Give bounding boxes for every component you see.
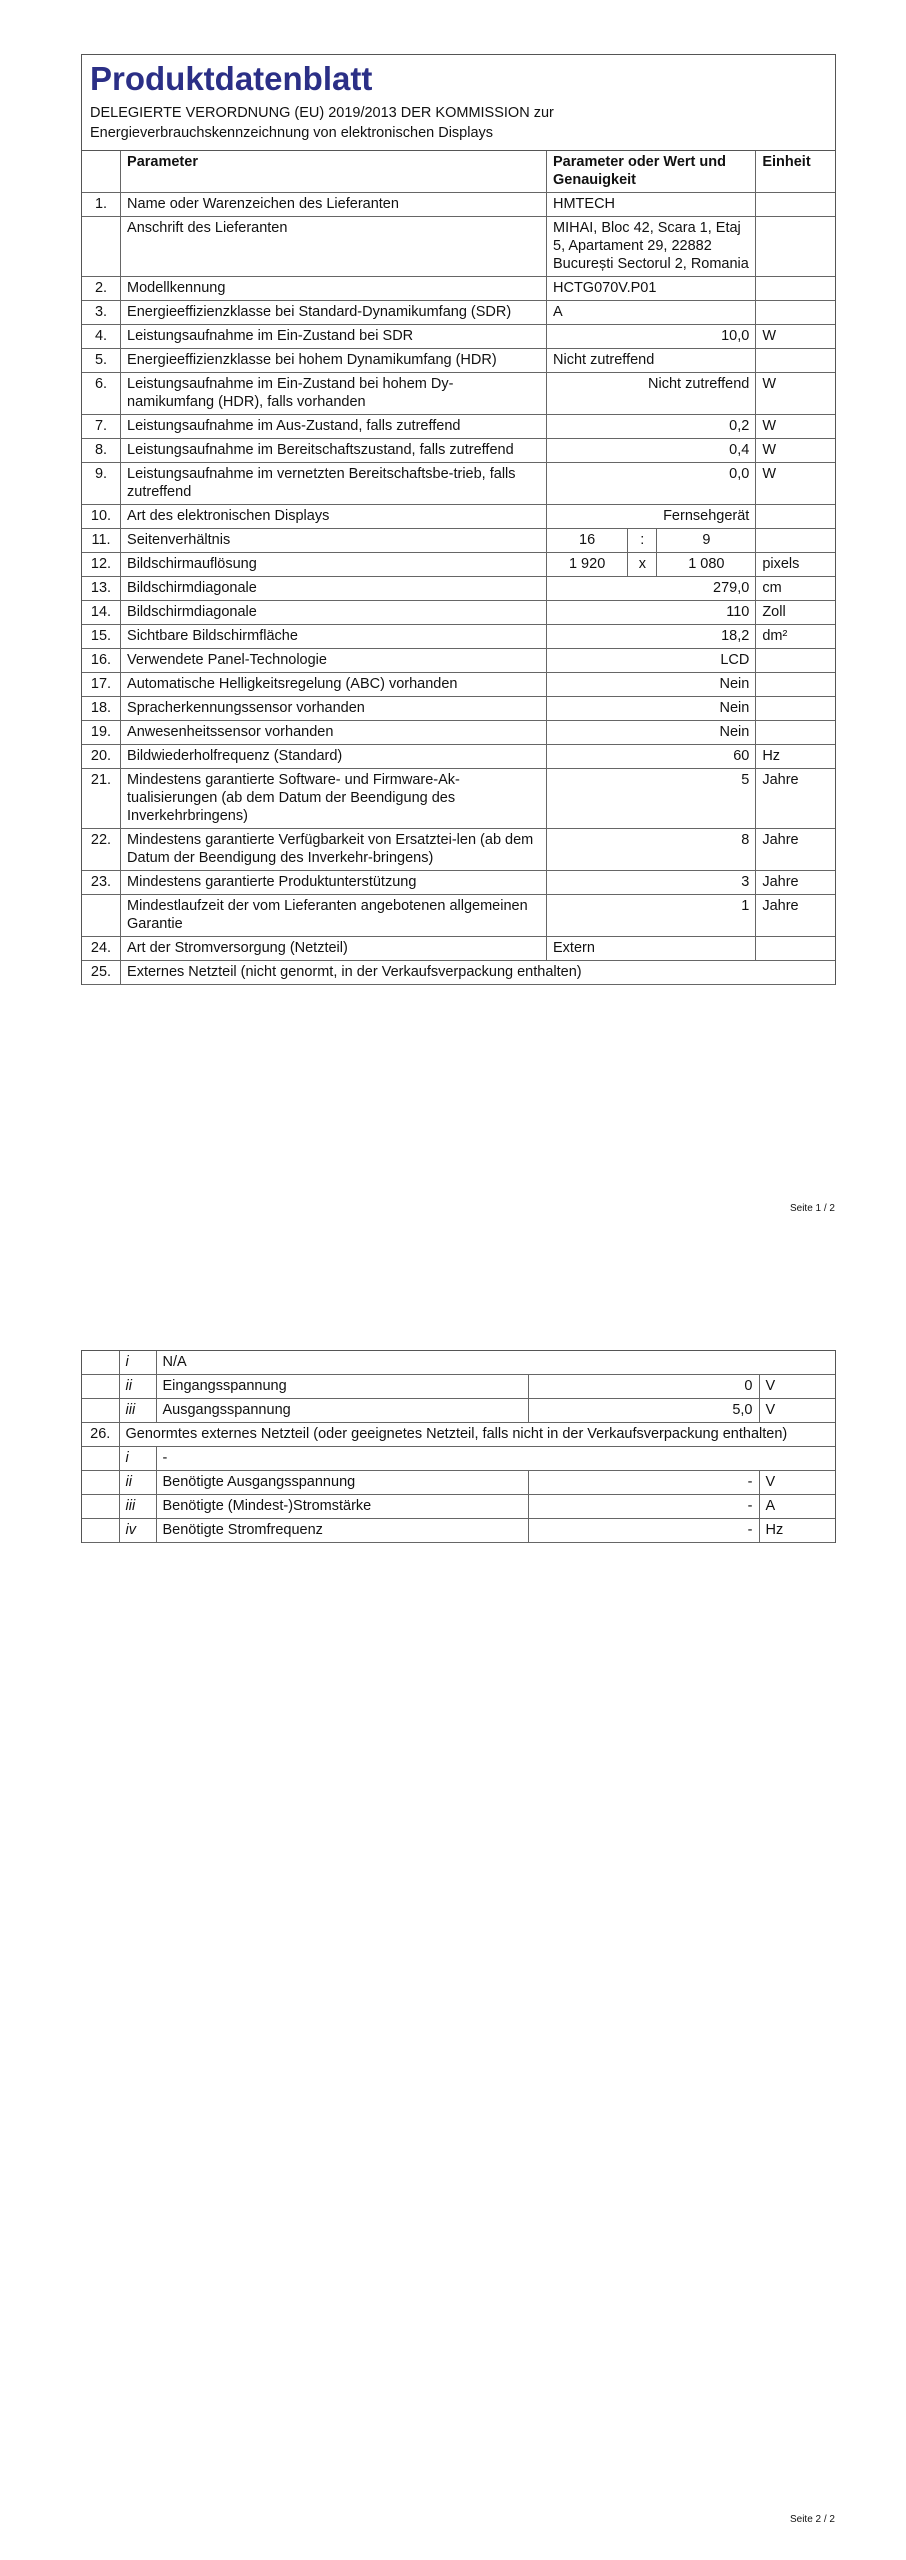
row-number: 17. (82, 673, 121, 697)
table-row-resolution (82, 553, 835, 577)
row-value: 10,0 (547, 325, 756, 349)
page-footer-2: Seite 2 / 2 (789, 2514, 835, 2525)
table-row (82, 721, 835, 745)
row-parameter: Anwesenheitssensor vorhanden (121, 721, 547, 745)
sub-index: iii (119, 1495, 156, 1519)
row-number: 13. (82, 577, 121, 601)
table-row (82, 895, 835, 937)
row-unit (756, 301, 835, 325)
row-parameter: Energieeffizienzklasse bei hohem Dynamikumfang (HDR) (121, 349, 547, 373)
row-number (82, 151, 121, 193)
row-parameter: Sichtbare Bildschirmfläche (121, 625, 547, 649)
table-row (82, 697, 835, 721)
row-value-separator: : (628, 529, 657, 553)
sub-value: - (528, 1495, 759, 1519)
row-parameter: Verwendete Panel-Technologie (121, 649, 547, 673)
row-parameter: Spracherkennungssensor vorhanden (121, 697, 547, 721)
row-unit: Hz (756, 745, 835, 769)
row-parameter: Automatische Helligkeitsregelung (ABC) vorhanden (121, 673, 547, 697)
row-number: 18. (82, 697, 121, 721)
row-value: 1 (547, 895, 756, 937)
row-parameter: Mindestens garantierte Produktunterstützung (121, 871, 547, 895)
table-row-aspect (82, 529, 835, 553)
row-parameter: Bildschirmdiagonale (121, 601, 547, 625)
row-unit (756, 673, 835, 697)
row-number: 15. (82, 625, 121, 649)
table-row-24 (82, 937, 835, 961)
page-footer-1: Seite 1 / 2 (789, 1203, 835, 1214)
row-number (82, 217, 121, 277)
row-unit: Zoll (756, 601, 835, 625)
row-unit (756, 349, 835, 373)
row-parameter: Leistungsaufnahme im Bereitschaftszustand, falls zutreffend (121, 439, 547, 463)
row-unit (756, 697, 835, 721)
row-value: Nicht zutreffend (547, 349, 756, 373)
row-number: 2. (82, 277, 121, 301)
sub-parameter: Eingangsspannung (156, 1375, 528, 1399)
row-value: Extern (547, 937, 756, 961)
row-value: LCD (547, 649, 756, 673)
sub-index: i (119, 1351, 156, 1375)
row-number (82, 1519, 119, 1543)
sub-index: ii (119, 1375, 156, 1399)
table-row (82, 301, 835, 325)
regulation-line-2: Energieverbrauchskennzeichnung von elektronischen Displays (90, 125, 494, 141)
row-parameter: Energieeffizienzklasse bei Standard-Dynamikumfang (SDR) (121, 301, 547, 325)
sub-parameter: Benötigte Stromfrequenz (156, 1519, 528, 1543)
row-number: 1. (82, 193, 121, 217)
row-parameter: Bildwiederholfrequenz (Standard) (121, 745, 547, 769)
table-row (82, 871, 835, 895)
page-2 (0, 1270, 906, 2560)
row-value: Nein (547, 673, 756, 697)
table-row (82, 325, 835, 349)
row-value: 18,2 (547, 625, 756, 649)
row-parameter: Mindestlaufzeit der vom Lieferanten angebotenen allgemeinen Garantie (121, 895, 547, 937)
row-number: 26. (82, 1423, 119, 1447)
page-1 (0, 0, 906, 1270)
row-number: 22. (82, 829, 121, 871)
table-row-26 (82, 1423, 835, 1447)
sub-unit: Hz (759, 1519, 835, 1543)
table-row (82, 349, 835, 373)
row-number: 12. (82, 553, 121, 577)
row-value: MIHAI, Bloc 42, Scara 1, Etaj 5, Apartament 29, 22882 București Sectorul 2, Romania (547, 217, 756, 277)
row-value: Nein (547, 697, 756, 721)
row-value: 3 (547, 871, 756, 895)
table-row (82, 625, 835, 649)
sub-index: i (119, 1447, 156, 1471)
row-number (82, 1375, 119, 1399)
row-number (82, 1399, 119, 1423)
sub-unit: A (759, 1495, 835, 1519)
table-header-row (82, 151, 835, 193)
table-row (82, 769, 835, 829)
document-title: Produktdatenblatt (90, 60, 373, 97)
row-unit: Jahre (756, 895, 835, 937)
table-row (82, 277, 835, 301)
row-number: 10. (82, 505, 121, 529)
row-number: 21. (82, 769, 121, 829)
row-value-part-a: 1 920 (547, 553, 628, 577)
row-unit: W (756, 373, 835, 415)
sub-text: N/A (156, 1351, 835, 1375)
table-row-25 (82, 961, 835, 985)
table-row (82, 415, 835, 439)
table-row (82, 673, 835, 697)
row-parameter: Leistungsaufnahme im Ein-Zustand bei SDR (121, 325, 547, 349)
row-unit (756, 721, 835, 745)
row-parameter: Externes Netzteil (nicht genormt, in der Verkaufsverpackung enthalten) (121, 961, 835, 985)
sub-parameter: Benötigte Ausgangsspannung (156, 1471, 528, 1495)
row-value-separator: x (628, 553, 657, 577)
row-unit: W (756, 325, 835, 349)
row-number: 16. (82, 649, 121, 673)
row-number (82, 1447, 119, 1471)
row-parameter: Bildschirmauflösung (121, 553, 547, 577)
sub-value: - (528, 1471, 759, 1495)
datasheet-frame-continued (81, 1350, 836, 1543)
row-value: HCTG070V.P01 (547, 277, 756, 301)
table-row (82, 601, 835, 625)
sub-parameter: Benötigte (Mindest-)Stromstärke (156, 1495, 528, 1519)
row-parameter: Modellkennung (121, 277, 547, 301)
table-row (82, 373, 835, 415)
row-number (82, 895, 121, 937)
row-parameter: Leistungsaufnahme im vernetzten Bereitschaftsbe-trieb, falls zutreffend (121, 463, 547, 505)
row-number: 11. (82, 529, 121, 553)
table-row (82, 439, 835, 463)
row-parameter: Seitenverhältnis (121, 529, 547, 553)
table-row (82, 829, 835, 871)
row-unit: cm (756, 577, 835, 601)
row-unit: dm² (756, 625, 835, 649)
row-unit (756, 937, 835, 961)
row-unit: Jahre (756, 769, 835, 829)
sub-index: iii (119, 1399, 156, 1423)
table-row (82, 217, 835, 277)
row-parameter: Art des elektronischen Displays (121, 505, 547, 529)
row-number: 14. (82, 601, 121, 625)
row-number: 7. (82, 415, 121, 439)
header-value: Parameter oder Wert und Genauigkeit (547, 151, 756, 193)
row-value: 110 (547, 601, 756, 625)
row-value: Fernsehgerät (547, 505, 756, 529)
row-value: 0,0 (547, 463, 756, 505)
row-value-part-a: 16 (547, 529, 628, 553)
row-value-part-b: 9 (657, 529, 756, 553)
row-value: 5 (547, 769, 756, 829)
sub-value: 0 (528, 1375, 759, 1399)
row-unit: pixels (756, 553, 835, 577)
sub-row (82, 1471, 835, 1495)
row-value: 0,2 (547, 415, 756, 439)
row-parameter: Mindestens garantierte Software- und Firmware-Ak-tualisierungen (ab dem Datum der Beendigung des Inverkehrbringens) (121, 769, 547, 829)
row-unit (756, 277, 835, 301)
row-number: 6. (82, 373, 121, 415)
row-value: 0,4 (547, 439, 756, 463)
row-parameter: Name oder Warenzeichen des Lieferanten (121, 193, 547, 217)
table-row (82, 577, 835, 601)
sub-parameter: Ausgangsspannung (156, 1399, 528, 1423)
sub-unit: V (759, 1471, 835, 1495)
row-unit: W (756, 463, 835, 505)
row-number: 23. (82, 871, 121, 895)
table-row (82, 463, 835, 505)
table-row (82, 505, 835, 529)
sub-row (82, 1375, 835, 1399)
row-parameter: Genormtes externes Netzteil (oder geeignetes Netzteil, falls nicht in der Verkaufsverpackung enthalten) (119, 1423, 835, 1447)
row-value: 8 (547, 829, 756, 871)
row-value: A (547, 301, 756, 325)
table-row (82, 745, 835, 769)
sub-unit: V (759, 1399, 835, 1423)
sub-row (82, 1447, 835, 1471)
header-parameter: Parameter (121, 151, 547, 193)
row-number: 9. (82, 463, 121, 505)
row-value: 60 (547, 745, 756, 769)
datasheet-table-continued (82, 1351, 835, 1543)
row-parameter: Leistungsaufnahme im Aus-Zustand, falls zutreffend (121, 415, 547, 439)
row-number: 24. (82, 937, 121, 961)
row-unit (756, 505, 835, 529)
row-number: 20. (82, 745, 121, 769)
row-unit: Jahre (756, 871, 835, 895)
datasheet-frame (81, 54, 836, 985)
row-unit (756, 193, 835, 217)
row-number (82, 1495, 119, 1519)
sub-row (82, 1351, 835, 1375)
row-unit (756, 529, 835, 553)
sub-value: 5,0 (528, 1399, 759, 1423)
sub-row (82, 1399, 835, 1423)
row-parameter: Mindestens garantierte Verfügbarkeit von Ersatztei-len (ab dem Datum der Beendigung des Inverkehr-bringens) (121, 829, 547, 871)
row-number: 25. (82, 961, 121, 985)
row-value: HMTECH (547, 193, 756, 217)
row-parameter: Art der Stromversorgung (Netzteil) (121, 937, 547, 961)
row-unit (756, 649, 835, 673)
sub-value: - (528, 1519, 759, 1543)
row-value: 279,0 (547, 577, 756, 601)
sub-index: iv (119, 1519, 156, 1543)
row-unit: W (756, 415, 835, 439)
row-number: 8. (82, 439, 121, 463)
sub-text: - (156, 1447, 835, 1471)
row-value: Nein (547, 721, 756, 745)
row-number (82, 1351, 119, 1375)
datasheet-table (82, 151, 835, 985)
table-row (82, 649, 835, 673)
row-number: 3. (82, 301, 121, 325)
row-value-part-b: 1 080 (657, 553, 756, 577)
sub-row (82, 1495, 835, 1519)
title-block (82, 55, 835, 151)
row-unit: Jahre (756, 829, 835, 871)
row-value: Nicht zutreffend (547, 373, 756, 415)
row-unit (756, 217, 835, 277)
row-number: 5. (82, 349, 121, 373)
row-parameter: Bildschirmdiagonale (121, 577, 547, 601)
header-unit: Einheit (756, 151, 835, 193)
row-number: 4. (82, 325, 121, 349)
row-parameter: Anschrift des Lieferanten (121, 217, 547, 277)
regulation-line-1: DELEGIERTE VERORDNUNG (EU) 2019/2013 DER KOMMISSION zur (90, 105, 554, 121)
row-parameter: Leistungsaufnahme im Ein-Zustand bei hohem Dy-namikumfang (HDR), falls vorhanden (121, 373, 547, 415)
row-unit: W (756, 439, 835, 463)
sub-index: ii (119, 1471, 156, 1495)
row-number: 19. (82, 721, 121, 745)
sub-row (82, 1519, 835, 1543)
row-number (82, 1471, 119, 1495)
sub-unit: V (759, 1375, 835, 1399)
table-row (82, 193, 835, 217)
